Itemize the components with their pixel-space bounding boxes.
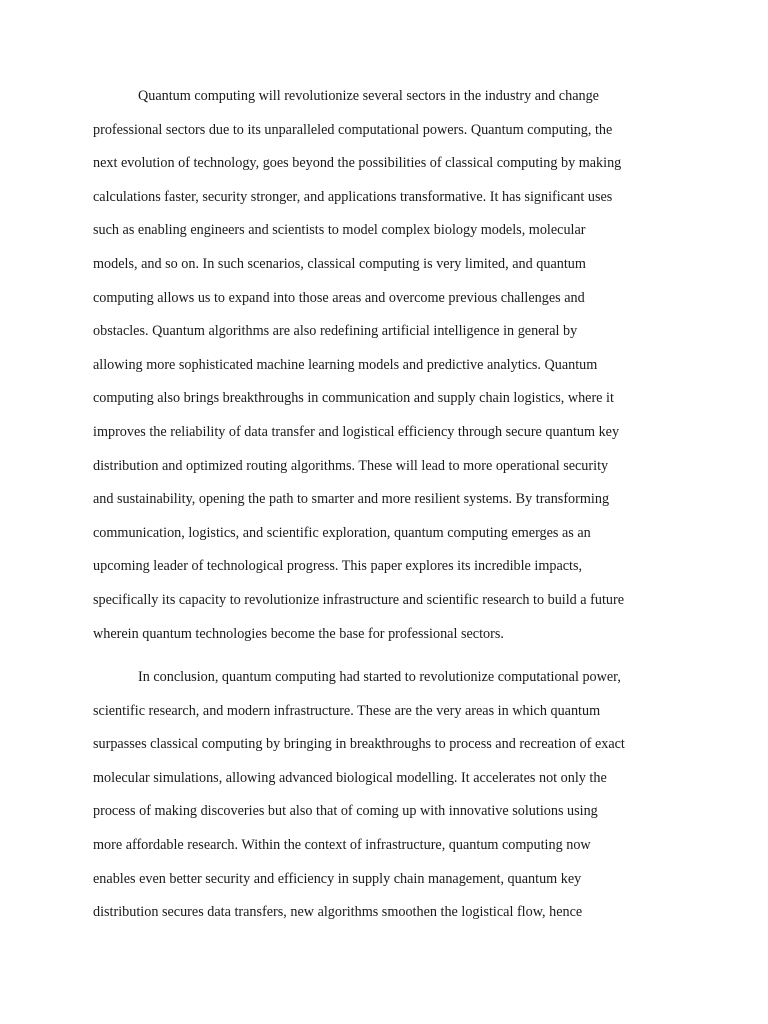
text-line: improves the reliability of data transfer and logistical efficiency through secure quantum key xyxy=(93,423,620,440)
text-line: next evolution of technology, goes beyond the possibilities of classical computing by making xyxy=(93,155,622,172)
text-line: specifically its capacity to revolutionize infrastructure and scientific research to build a future xyxy=(93,591,625,608)
text-line: and sustainability, opening the path to smarter and more resilient systems. By transforming xyxy=(93,491,610,508)
paragraph-introduction xyxy=(93,80,676,651)
text-line: molecular simulations, allowing advanced biological modelling. It accelerates not only the xyxy=(93,769,607,786)
text-line: professional sectors due to its unparalleled computational powers. Quantum computing, the xyxy=(93,121,613,138)
text-line: scientific research, and modern infrastructure. These are the very areas in which quantum xyxy=(93,702,601,719)
text-line: computing also brings breakthroughs in communication and supply chain logistics, where it xyxy=(93,390,614,407)
text-line: more affordable research. Within the context of infrastructure, quantum computing now xyxy=(93,837,591,854)
document-body xyxy=(93,80,676,930)
text-line: process of making discoveries but also that of coming up with innovative solutions using xyxy=(93,803,598,820)
text-line: allowing more sophisticated machine learning models and predictive analytics. Quantum xyxy=(93,356,598,373)
paragraph-conclusion xyxy=(93,661,676,930)
text-line: upcoming leader of technological progress. This paper explores its incredible impacts, xyxy=(93,558,583,575)
text-line: models, and so on. In such scenarios, classical computing is very limited, and quantum xyxy=(93,255,586,272)
text-line: surpasses classical computing by bringing in breakthroughs to process and recreation of exact xyxy=(93,736,625,753)
text-line: such as enabling engineers and scientists to model complex biology models, molecular xyxy=(93,222,586,239)
text-line: calculations faster, security stronger, and applications transformative. It has significant uses xyxy=(93,188,613,205)
text-line: In conclusion, quantum computing had started to revolutionize computational power, xyxy=(138,669,621,686)
text-line: Quantum computing will revolutionize several sectors in the industry and change xyxy=(138,88,599,104)
text-line: obstacles. Quantum algorithms are also redefining artificial intelligence in general by xyxy=(93,323,578,340)
text-line: communication, logistics, and scientific exploration, quantum computing emerges as an xyxy=(93,524,591,541)
text-line: enables even better security and efficiency in supply chain management, quantum key xyxy=(93,870,582,887)
text-line: computing allows us to expand into those areas and overcome previous challenges and xyxy=(93,289,585,306)
text-line: wherein quantum technologies become the base for professional sectors. xyxy=(93,625,504,642)
text-line: distribution secures data transfers, new algorithms smoothen the logistical flow, hence xyxy=(93,904,583,921)
text-line: distribution and optimized routing algorithms. These will lead to more operational security xyxy=(93,457,609,474)
